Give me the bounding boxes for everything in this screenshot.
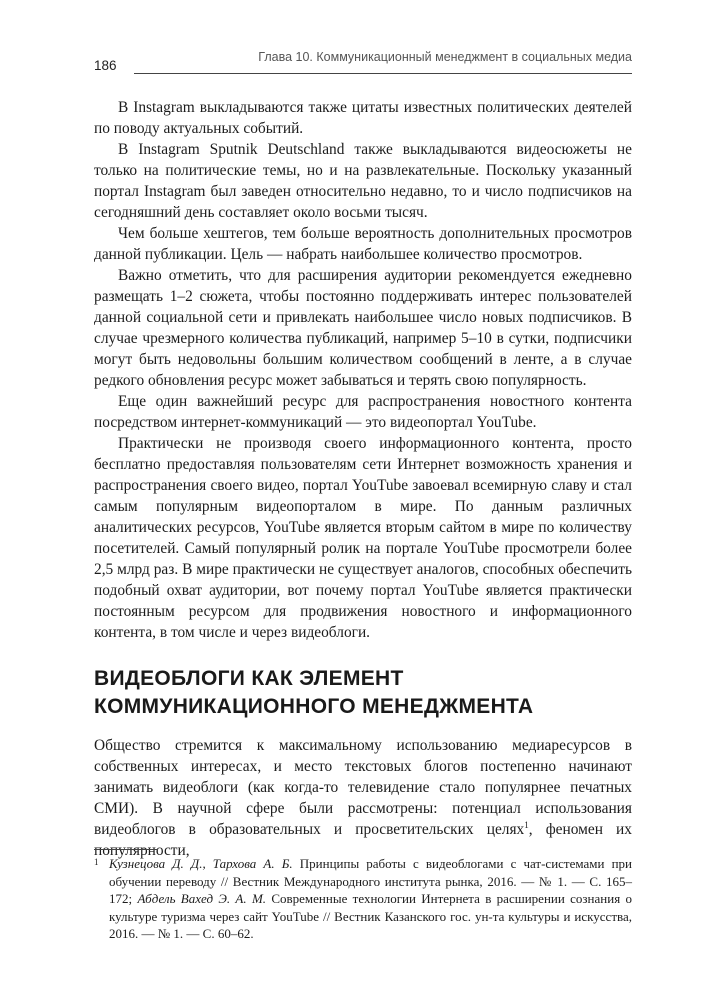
footnote-text <box>109 855 632 943</box>
paragraph: Еще один важнейший ресурс для распространения новостного контента посредством интернет-коммуникаций — это видеопортал YouTube. <box>94 393 632 431</box>
running-head: Глава 10. Коммуникационный менеджмент в социальных медиа <box>258 50 632 64</box>
section-heading: ВИДЕОБЛОГИ КАК ЭЛЕМЕНТ КОММУНИКАЦИОННОГО МЕНЕДЖМЕНТА <box>94 667 534 718</box>
footnote-mark: 1 <box>94 857 99 867</box>
footnote-author: Абдель Вахед Э. А. М. <box>137 891 267 907</box>
page-number: 186 <box>94 58 117 73</box>
section-body <box>94 735 632 861</box>
footnote-citation: Современные технологии Интернета в расширении сознания о культуре туризма через сайт YouTube // Вестник Казанского гос. ун-та культуры и искусства, 2016. — № 1. — С. 60–62. <box>109 891 632 942</box>
section-text-part: Общество стремится к максимальному использованию медиаресурсов в собственных интересах, и место текстовых блогов постепенно начинают занимать видеоблоги (как когда-то телевидение стало популярнее печатных СМИ). В научной сфере были рассмотрены: потенциал использования видеоблогов в образовательных и просветительских целях <box>94 737 632 838</box>
paragraph: Важно отметить, что для расширения аудитории рекомендуется ежедневно размещать 1–2 сюжета, чтобы постоянно поддерживать интерес пользователей данной социальной сети и привлекать наибольшее число новых подписчиков. В случае чрезмерного количества публикаций, например 5–10 в сутки, подписчики могут быть недовольны большим количеством сообщений в ленте, а в случае редкого обновления ресурс может забываться и терять свою популярность. <box>94 267 632 389</box>
section-text-part: , феномен их популярности, <box>94 821 632 859</box>
footnote-author: Кузнецова Д. Д., Тархова А. Б. <box>109 856 293 871</box>
paragraph: Чем больше хештегов, тем больше вероятность дополнительных просмотров данной публикации. Цель — набрать наибольшее количество просмотров. <box>94 225 632 263</box>
footnote-rule <box>94 849 158 850</box>
footnote-reference: 1 <box>524 819 529 830</box>
footnote-citation: Принципы работы с видеоблогами с чат-системами при обучении переводу // Вестник Международного института рынка, 2016. — № 1. — С. 165–172; <box>109 856 633 907</box>
section-paragraph <box>94 735 632 861</box>
page-header <box>94 50 632 80</box>
paragraph: В Instagram выкладываются также цитаты известных политических деятелей по поводу актуальных событий. <box>94 99 632 137</box>
body-text <box>94 97 632 643</box>
paragraph: Практически не производя своего информационного контента, просто бесплатно предоставляя пользователям сети Интернет возможность хранения и распространения своего видео, портал YouTube завоевал всемирную славу и стал самым популярным видеопорталом в мире. По данным различных аналитических ресурсов, YouTube является вторым сайтом в мире по количеству посетителей. Самый популярный ролик на портале YouTube просмотрели более 2,5 млрд раз. В мире практически не существует аналогов, способных обеспечить подобный охват аудитории, вот почему портал YouTube является практически постоянным ресурсом для продвижения новостного и информационного контента, в том числе и через видеоблоги. <box>94 435 632 641</box>
header-rule <box>134 73 632 74</box>
footnote <box>94 855 632 943</box>
paragraph: В Instagram Sputnik Deutschland также выкладываются видеосюжеты не только на политические темы, но и на развлекательные. Поскольку указанный портал Instagram был заведен относительно недавно, то и число подписчиков на сегодняшний день составляет около восьми тысяч. <box>94 141 632 221</box>
